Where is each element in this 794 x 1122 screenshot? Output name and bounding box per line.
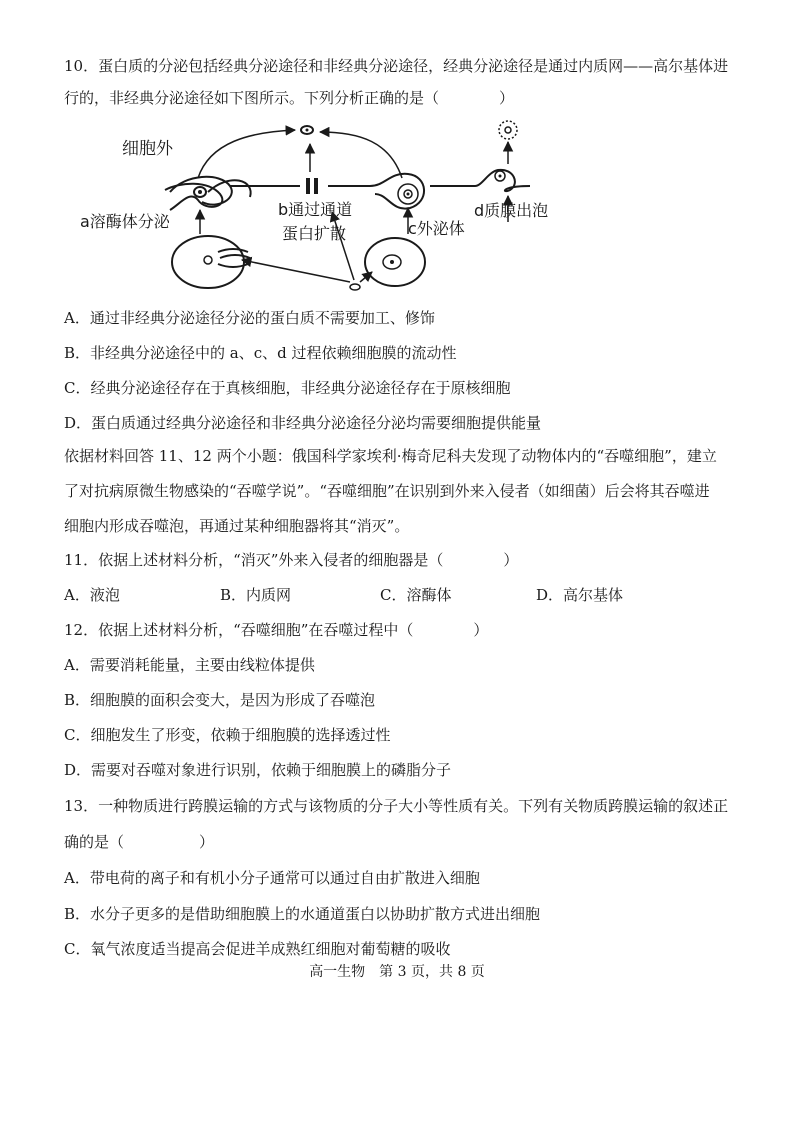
arrow-source-to-a bbox=[242, 260, 350, 282]
material-line1: 依据材料回答 11、12 两个小题：俄国科学家埃利·梅奇尼科夫发现了动物体内的“吞噬细胞”，建立 bbox=[64, 447, 717, 465]
q13-option-b: B．水分子更多的是借助细胞膜上的水通道蛋白以协助扩散方式进出细胞 bbox=[64, 905, 541, 923]
label-d: d质膜出泡 bbox=[474, 201, 549, 220]
q13-option-a: A．带电荷的离子和有机小分子通常可以通过自由扩散进入细胞 bbox=[64, 869, 480, 887]
q12-option-d: D．需要对吞噬对象进行识别，依赖于细胞膜上的磷脂分子 bbox=[64, 761, 452, 779]
channel-protein-right bbox=[314, 178, 318, 194]
lysosome-cell bbox=[172, 236, 244, 288]
q11-stem: 11．依据上述材料分析，“消灭”外来入侵者的细胞器是（ ） bbox=[64, 551, 519, 569]
q10-stem-line2: 行的，非经典分泌途径如下图所示。下列分析正确的是（ ） bbox=[64, 89, 515, 107]
page-footer: 高一生物 第 3 页，共 8 页 bbox=[309, 964, 485, 980]
q12-stem: 12．依据上述材料分析，“吞噬细胞”在吞噬过程中（ ） bbox=[64, 621, 489, 639]
q13-stem-line2: 确的是（ ） bbox=[64, 833, 215, 851]
q12-option-c: C．细胞发生了形变，依赖于细胞膜的选择透过性 bbox=[64, 726, 391, 744]
membrane-segment-c bbox=[370, 174, 424, 209]
q12-option-a: A．需要消耗能量，主要由线粒体提供 bbox=[64, 656, 315, 674]
secretion-pathway-diagram bbox=[70, 112, 590, 302]
q11-option-b: B．内质网 bbox=[220, 586, 292, 604]
arrow-a-out bbox=[198, 130, 295, 178]
membrane-segment-d bbox=[430, 170, 530, 191]
q10-option-a: A．通过非经典分泌途径分泌的蛋白质不需要加工、修饰 bbox=[64, 309, 435, 327]
channel-protein-left bbox=[306, 178, 310, 194]
q12-option-b: B．细胞膜的面积会变大，是因为形成了吞噬泡 bbox=[64, 691, 376, 709]
arrow-source-to-b bbox=[332, 212, 354, 280]
q10-stem-line1: 10．蛋白质的分泌包括经典分泌途径和非经典分泌途径，经典分泌途径是通过内质网——高尔基体进 bbox=[64, 57, 729, 75]
q10-option-c: C．经典分泌途径存在于真核细胞，非经典分泌途径存在于原核细胞 bbox=[64, 379, 511, 397]
label-c: c外泌体 bbox=[408, 219, 465, 238]
q11-options bbox=[64, 584, 724, 606]
label-outside: 细胞外 bbox=[122, 139, 173, 159]
q13-option-c: C．氧气浓度适当提高会促进羊成熟红细胞对葡萄糖的吸收 bbox=[64, 940, 451, 958]
source-protein bbox=[350, 284, 360, 290]
material-line3: 细胞内形成吞噬泡，再通过某种细胞器将其“消灭”。 bbox=[64, 517, 410, 535]
label-b-line1: b通过通道 bbox=[278, 200, 353, 219]
lysosome-membrane-stack bbox=[218, 249, 250, 267]
label-b-line2: 蛋白扩散 bbox=[282, 224, 347, 243]
q13-stem-line1: 13．一种物质进行跨膜运输的方式与该物质的分子大小等性质有关。下列有关物质跨膜运输的叙述正 bbox=[64, 797, 729, 815]
q11-option-a: A．液泡 bbox=[64, 586, 120, 604]
q11-option-c: C．溶酶体 bbox=[380, 586, 452, 604]
q10-option-b: B．非经典分泌途径中的 a、c、d 过程依赖细胞膜的流动性 bbox=[64, 344, 457, 362]
exosome-source-cell bbox=[365, 238, 425, 286]
arrow-c-out bbox=[320, 132, 402, 178]
released-bleb bbox=[499, 121, 517, 139]
material-line2: 了对抗病原微生物感染的“吞噬学说”。“吞噬细胞”在识别到外来入侵者（如细菌）后会将其吞噬进 bbox=[64, 482, 710, 500]
q11-option-d: D．高尔基体 bbox=[536, 586, 624, 604]
q10-option-d: D．蛋白质通过经典分泌途径和非经典分泌途径分泌均需要细胞提供能量 bbox=[64, 414, 542, 432]
label-a: a溶酶体分泌 bbox=[80, 212, 170, 231]
